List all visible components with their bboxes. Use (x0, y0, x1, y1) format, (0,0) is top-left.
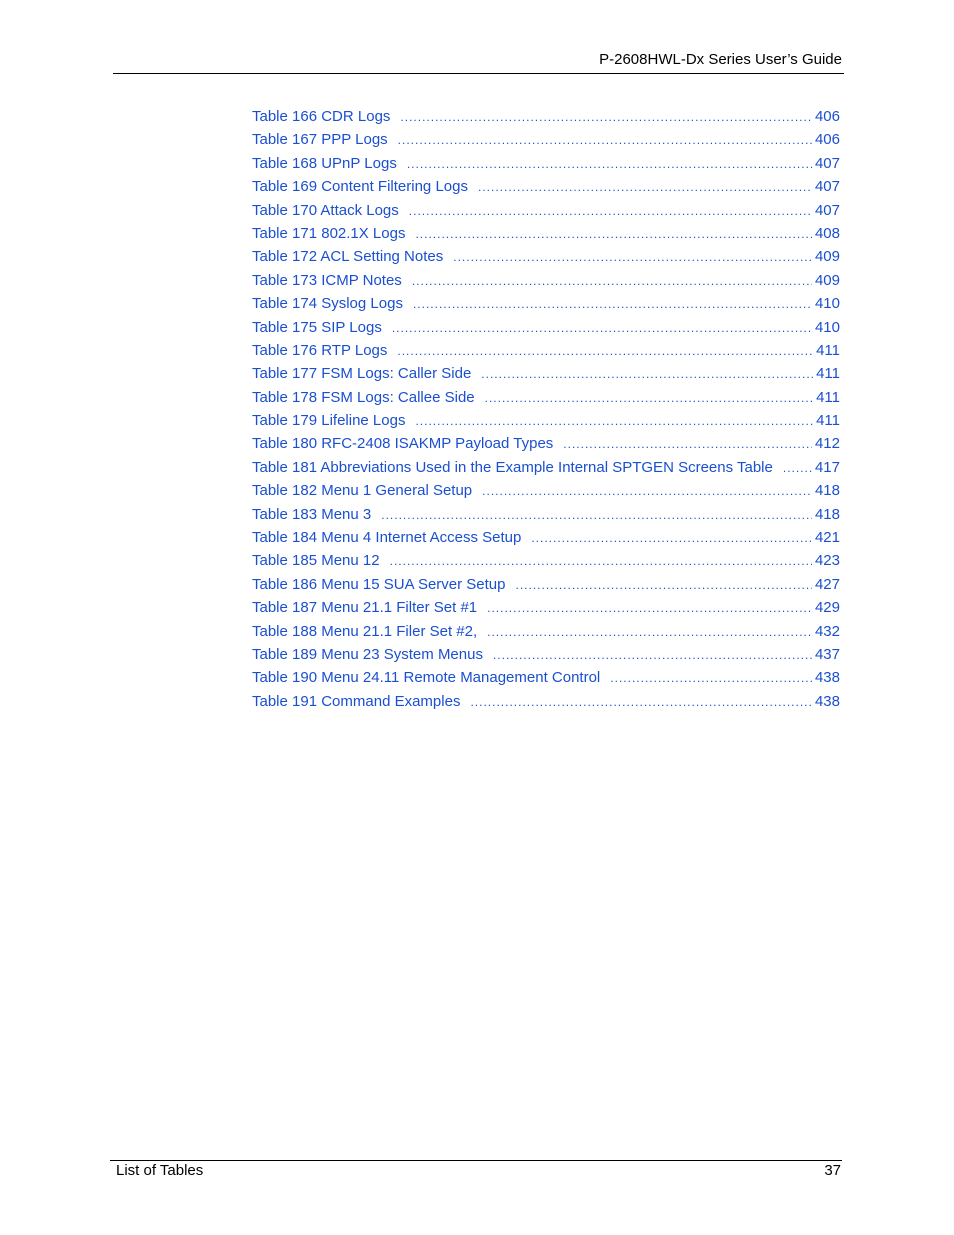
toc-entry-page: 410 (814, 318, 840, 336)
footer-page-number: 37 (824, 1162, 841, 1179)
toc-entry-table-182[interactable] (252, 479, 840, 502)
dot-leader (415, 410, 813, 432)
toc-entry-label: Table 186 Menu 15 SUA Server Setup (252, 575, 506, 593)
toc-entry-label: Table 167 PPP Logs (252, 131, 388, 149)
toc-entry-label: Table 171 802.1X Logs (252, 224, 406, 242)
toc-entry-page: 408 (814, 224, 840, 242)
toc-entry-page: 407 (814, 178, 840, 196)
toc-entry-label: Table 184 Menu 4 Internet Access Setup (252, 529, 522, 547)
toc-entry-table-176[interactable] (252, 339, 840, 362)
toc-entry-page: 407 (814, 154, 840, 172)
toc-entry-label: Table 190 Menu 24.11 Remote Management Control (252, 669, 601, 687)
toc-entry-table-171[interactable] (252, 222, 840, 245)
toc-entry-page: 407 (814, 201, 840, 219)
toc-entry-label: Table 168 UPnP Logs (252, 154, 397, 172)
toc-entry-label: Table 181 Abbreviations Used in the Example Internal SPTGEN Screens Table (252, 458, 773, 476)
toc-entry-page: 406 (814, 108, 840, 125)
toc-entry-label: Table 175 SIP Logs (252, 318, 382, 336)
toc-entry-label: Table 189 Menu 23 System Menus (252, 645, 483, 663)
dot-leader (412, 270, 812, 292)
dot-leader (400, 106, 812, 128)
toc-entry-table-173[interactable] (252, 269, 840, 292)
toc-entry-table-191[interactable] (252, 690, 840, 713)
toc-entry-label: Table 182 Menu 1 General Setup (252, 482, 473, 500)
toc-entry-page: 411 (816, 365, 840, 383)
toc-entry-page: 423 (814, 552, 840, 570)
toc-entry-table-175[interactable] (252, 316, 840, 339)
dot-leader (397, 340, 813, 362)
toc-entry-page: 429 (814, 599, 840, 617)
toc-entry-table-187[interactable] (252, 596, 840, 619)
toc-entry-label: Table 179 Lifeline Logs (252, 412, 406, 430)
toc-entry-label: Table 178 FSM Logs: Callee Side (252, 388, 475, 406)
toc-entry-label: Table 188 Menu 21.1 Filer Set #2, (252, 622, 478, 640)
toc-entry-page: 438 (814, 692, 840, 710)
toc-entry-label: Table 180 RFC-2408 ISAKMP Payload Types (252, 435, 554, 453)
toc-entry-table-166[interactable] (252, 105, 840, 128)
toc-entry-label: Table 166 CDR Logs (252, 108, 391, 125)
toc-entry-label: Table 169 Content Filtering Logs (252, 178, 468, 196)
dot-leader (531, 527, 812, 549)
dot-leader (783, 457, 812, 479)
toc-entry-page: 432 (814, 622, 840, 640)
toc-entry-table-174[interactable] (252, 292, 840, 315)
running-header-title: P-2608HWL-Dx Series User’s Guide (599, 51, 842, 68)
dot-leader (381, 504, 812, 526)
toc-entry-page: 409 (814, 271, 840, 289)
toc-entry-page: 418 (814, 505, 840, 523)
toc-entry-label: Table 177 FSM Logs: Caller Side (252, 365, 472, 383)
toc-entry-table-178[interactable] (252, 386, 840, 409)
toc-entry-table-167[interactable] (252, 128, 840, 151)
dot-leader (487, 597, 812, 619)
toc-entry-page: 427 (814, 575, 840, 593)
toc-entry-page: 409 (814, 248, 840, 266)
dot-leader (390, 550, 812, 572)
toc-entry-table-168[interactable] (252, 152, 840, 175)
toc-entry-page: 411 (816, 341, 840, 359)
toc-entry-page: 417 (814, 458, 840, 476)
dot-leader (610, 667, 812, 689)
toc-entry-page: 411 (816, 412, 840, 430)
toc-entry-table-189[interactable] (252, 643, 840, 666)
dot-leader (516, 574, 812, 596)
toc-entry-page: 406 (814, 131, 840, 149)
toc-entry-page: 412 (814, 435, 840, 453)
dot-leader (470, 691, 812, 713)
dot-leader (563, 433, 812, 455)
dot-leader (398, 129, 812, 151)
toc-entry-label: Table 172 ACL Setting Notes (252, 248, 444, 266)
toc-entry-table-183[interactable] (252, 503, 840, 526)
dot-leader (415, 223, 812, 245)
header-divider (113, 73, 844, 74)
toc-entry-label: Table 183 Menu 3 (252, 505, 372, 523)
footer-section-title: List of Tables (116, 1162, 204, 1179)
toc-entry-page: 410 (814, 295, 840, 313)
dot-leader (407, 153, 812, 175)
toc-entry-table-170[interactable] (252, 199, 840, 222)
footer-divider (110, 1160, 842, 1161)
dot-leader (481, 363, 813, 385)
toc-entry-page: 411 (816, 388, 840, 406)
toc-entry-page: 418 (814, 482, 840, 500)
toc-entry-label: Table 185 Menu 12 (252, 552, 380, 570)
dot-leader (485, 387, 813, 409)
toc-entry-table-180[interactable] (252, 432, 840, 455)
toc-entry-table-190[interactable] (252, 666, 840, 689)
toc-entry-table-169[interactable] (252, 175, 840, 198)
dot-leader (392, 317, 812, 339)
toc-entry-label: Table 187 Menu 21.1 Filter Set #1 (252, 599, 478, 617)
dot-leader (453, 246, 812, 268)
toc-entry-table-177[interactable] (252, 362, 840, 385)
toc-entry-page: 421 (814, 529, 840, 547)
toc-entry-table-184[interactable] (252, 526, 840, 549)
toc-entry-label: Table 173 ICMP Notes (252, 271, 402, 289)
toc-entry-table-179[interactable] (252, 409, 840, 432)
toc-entry-label: Table 191 Command Examples (252, 692, 461, 710)
toc-entry-page: 437 (814, 645, 840, 663)
toc-entry-table-185[interactable] (252, 549, 840, 572)
dot-leader (487, 621, 812, 643)
toc-entry-label: Table 174 Syslog Logs (252, 295, 403, 313)
toc-entry-label: Table 170 Attack Logs (252, 201, 399, 219)
dot-leader (478, 176, 812, 198)
dot-leader (482, 480, 812, 502)
list-of-tables (252, 105, 840, 713)
toc-entry-table-188[interactable] (252, 620, 840, 643)
toc-entry-table-181[interactable] (252, 456, 840, 479)
toc-entry-table-172[interactable] (252, 245, 840, 268)
toc-entry-page: 438 (814, 669, 840, 687)
dot-leader (493, 644, 812, 666)
toc-entry-table-186[interactable] (252, 573, 840, 596)
toc-entry-label: Table 176 RTP Logs (252, 341, 388, 359)
dot-leader (413, 293, 812, 315)
dot-leader (409, 200, 812, 222)
